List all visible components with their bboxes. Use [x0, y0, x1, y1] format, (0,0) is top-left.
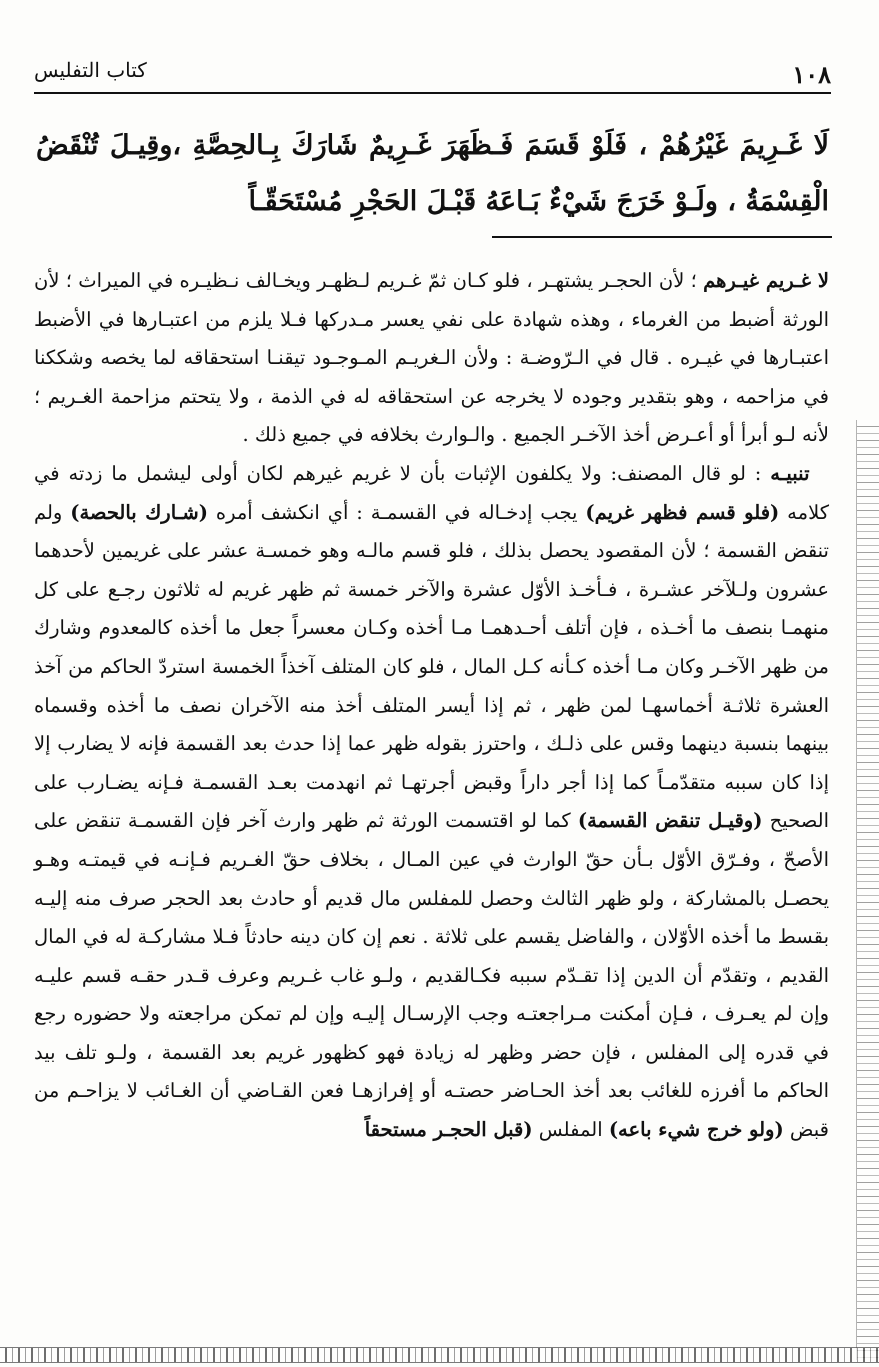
lemma-bold: لا غـريم غيـرهم — [703, 269, 830, 292]
lemma-bold: (وقيـل تنقض القسمة) — [577, 809, 763, 833]
main-text-matn: لَا غَـرِيمَ غَيْرُهُمْ ، فَلَوْ قَسَمَ فَـظَهَرَ غَـرِيمٌ شَارَكَ بِـالحِصَّةِ ،وقِيـلَ تُنْقَضُ الْقِسْمَةُ ، ولَـوْ خَرَجَ شَيْءٌ بَـاعَهُ قَبْـلَ الحَجْرِ مُسْتَحَقّـاً — [36, 130, 829, 217]
page-header — [34, 52, 831, 94]
commentary-body — [34, 262, 829, 1150]
running-title: كتاب التفليس — [34, 58, 147, 82]
commentary-paragraph-1 — [34, 262, 829, 455]
lemma-bold: (قبل الحجـر مستحقاً — [364, 1118, 533, 1142]
paragraph-text: ؛ لأن الحجـر يشتهـر ، فلو كـان ثمّ غـريم لـظهـر ويخـالف نـظيـره في الميراث ؛ لأن الورثة أضبط من الغرماء ، وهذه شهادة على نفي يعسر مـدركها فـلا يلزم من اعتبـارها في الأضبط اعتبـارها في غيـره . قال في الـرّوضـة : ولأن الـغريـم المـوجـود تيقنـا استحقاقه لما يخصه وشككنا في مزاحمه ، وهو بتقدير وجوده لا يخرجه عن استحقاقه له في الذمة ، ولا يتحتم مزاحمة الغـريم ؛ لأنه لـو أبرأ أو أعـرض أخذ الآخـر الجميع . والـوارث بخلافه في جميع ذلك . — [34, 269, 829, 447]
paragraph-text: كما لو اقتسمت الورثة ثم ظهر وارث آخر فإن القسمـة تنقض على الأصحّ ، وفـرّق الأوّل بـأن حقّ الوارث في عين المـال ، بخلاف حقّ الغـريم فـإنـه في قيمتـه وهـو يحصـل بالمشاركة ، ولو ظهر الثالث وحصل للمفلس مال قديم أو حادث بعد الحجر صرف منه إليـه بقسط ما أخذه الأوّلان ، والفاضل يقسم على ثلاثة . نعم إن كان دينه حادثاً فـلا مشاركـة له في المال القديم ، وتقدّم أن الدين إذا تقـدّم سببه فكـالقديم ، ولـو غاب غـريم وعرف قـدر حقـه قسم عليـه وإن لم يعـرف ، فـإن أمكنت مـراجعتـه وجب الإرسـال إليـه وإن لم تمكن مراجعته ولا حضوره رجع في قدره إلى المفلس ، فإن حضر وظهر له زيادة فهو كظهور غريم بعد القسمة ، ولـو تلف بيد الحاكم ما أفرزه للغائب بعد أخذ الحـاضر حصتـه أو إفرازهـا فعن القـاضي أن الغـائب لا يزاحـم من قبض — [34, 809, 829, 1142]
decorative-side-border — [856, 420, 879, 1360]
commentary-paragraph-2 — [34, 455, 829, 1150]
note-label: تنبيـه — [770, 461, 810, 485]
section-divider — [492, 236, 832, 238]
paragraph-text: المفلس — [532, 1118, 609, 1142]
lemma-bold: (فلو قسم فظهر غريم) — [585, 500, 780, 524]
decorative-bottom-border — [0, 1347, 879, 1363]
lemma-bold: (شـارك بالحصة) — [70, 500, 208, 524]
paragraph-text: ولم تنقض القسمة ؛ لأن المقصود يحصل بذلك ، فلو قسم مالـه وهو خمسـة عشر على غريمين لأحدهما عشرون ولـلآخر عشـرة ، فـأخـذ الأوّل عشرة والآخر خمسة ثم ظهر غريم له ثلاثون رجـع على كل منهمـا بنصف ما أخـذه ، فإن أتلف أحـدهمـا مـا أخذه وكـان معسراً جعل ما أخذه كالمعدوم وشارك من ظهر الآخـر وكان مـا أخذه كـأنه كـل المال ، فلو كان المتلف آخذاً الخمسة استردّ الحاكم من آخذ العشرة ثلاثـة أخماسهـا لمن ظهر ، ثم إذا أيسر المتلف أخذ منه الآخران نصف ما أخذه وقسماه بينهما بنسبة دينهما وقس على ذلـك ، واحترز بقوله ظهر عما إذا حدث بعد القسمة فإنه لا يضارب إلا إذا كان سببه متقدّمـاً كما إذا أجر داراً وقبض أجرتهـا ثم انهدمت بعـد القسمـة فـإنه يضـارب على الصحيح — [34, 500, 829, 833]
page-number: ١٠٨ — [792, 60, 831, 89]
paragraph-text: يجب إدخـاله في القسمـة : أي انكشف أمره — [207, 500, 586, 524]
paragraph-text: : لو قال المصنف: ولا يكلفون الإثبات بأن لا غريم غيرهم لكان أولى ليشمل ما زدته في كلامه — [34, 461, 829, 524]
lemma-bold: (ولو خرج شيء باعه) — [608, 1118, 784, 1142]
